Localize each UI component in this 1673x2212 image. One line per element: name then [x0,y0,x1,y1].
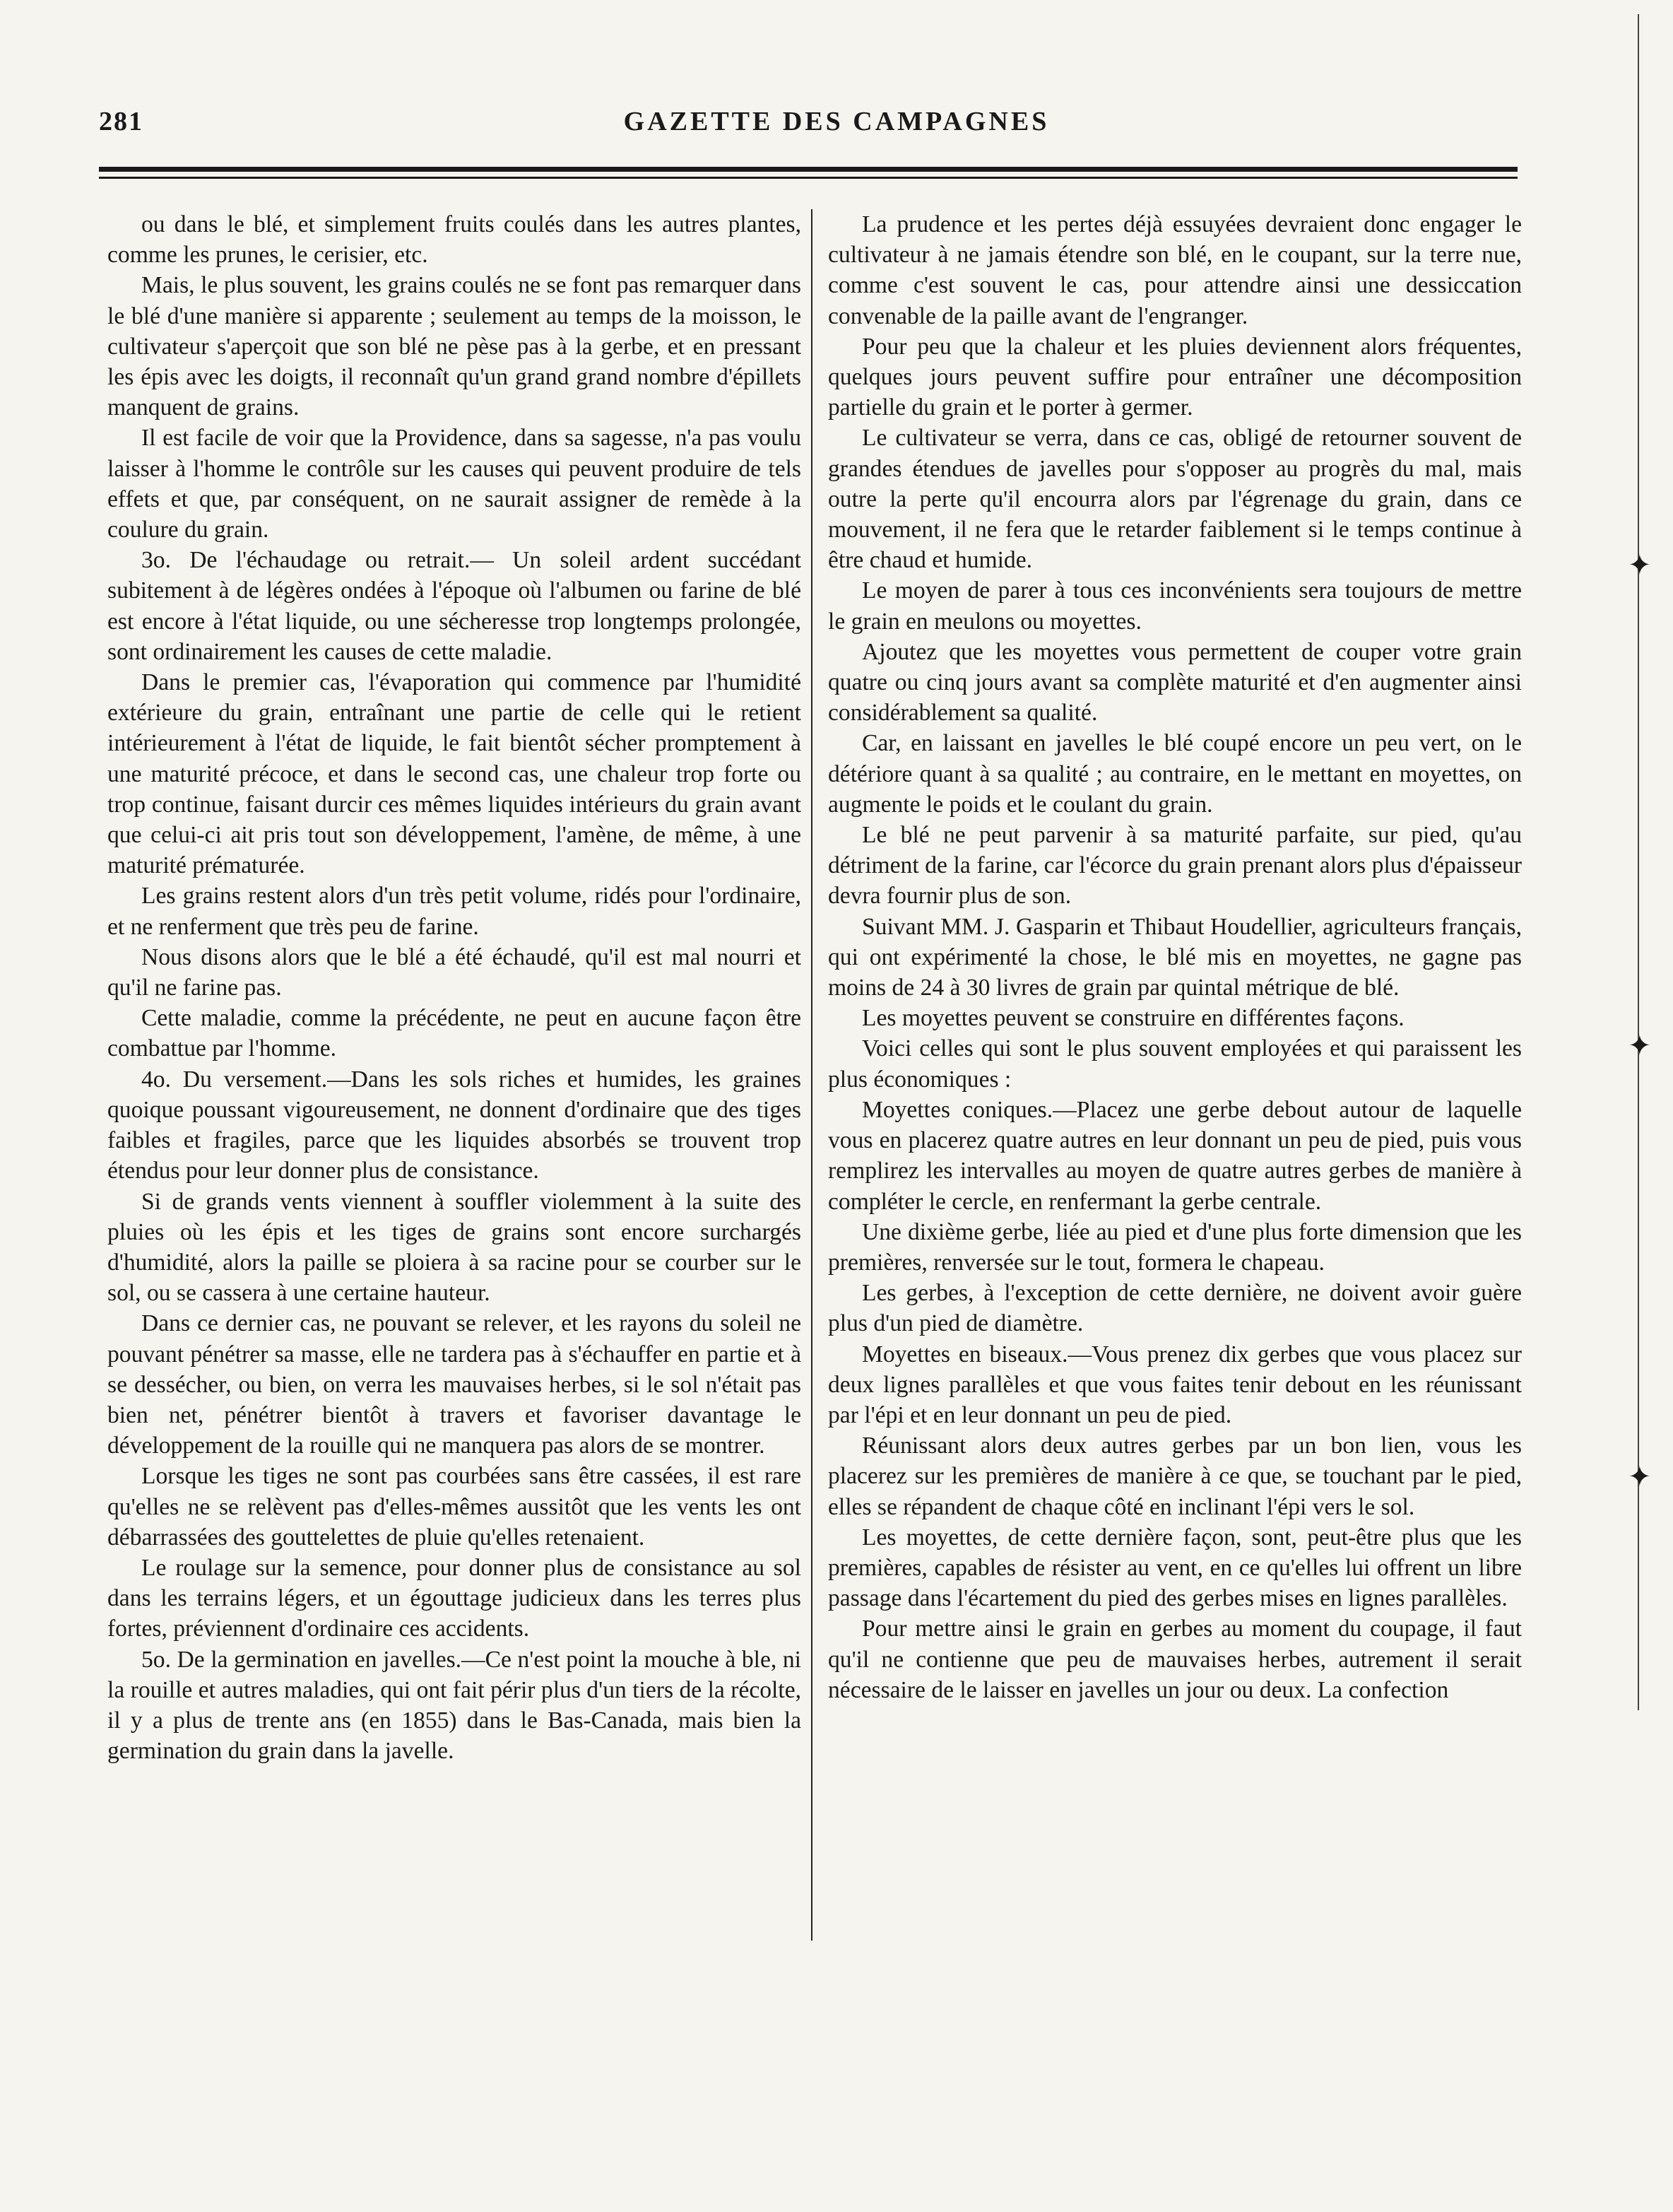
paragraph: Lorsque les tiges ne sont pas courbées sans être cassées, il est rare qu'elles ne se relèvent pas d'elles-mêmes aussitôt que les vents les ont débarrassées des gouttelettes de pluie qu'elles retenaient. [107,1463,801,1551]
right-column [828,209,1522,1705]
paragraph: Les moyettes peuvent se construire en différentes façons. [862,1005,1405,1032]
paragraph: Cette maladie, comme la précédente, ne peut en aucune façon être combattue par l'homme. [107,1005,801,1062]
running-title: GAZETTE DES CAMPAGNES [623,107,1050,136]
header-rule-thick [99,167,1518,172]
paragraph: Les gerbes, à l'exception de cette dernière, ne doivent avoir guère plus d'un pied de diamètre. [828,1280,1522,1337]
paragraph: Dans ce dernier cas, ne pouvant se relever, et les rayons du soleil ne pouvant pénétrer sa masse, elle ne tardera pas à s'échauffer en partie et à se dessécher, ou bien, on verra les mauvaises herbes, si le sol n'était pas bien net, pénétrer bientôt à travers et favoriser davantage le développement de la rouille qui ne manquera pas alors de se montrer. [107,1310,801,1459]
paragraph: Si de grands vents viennent à souffler violemment à la suite des pluies où les épis et les tiges de grains sont encore surchargés d'humidité, alors la paille se ploiera à sa racine pour se courber sur le sol, ou se cassera à une certaine hauteur. [107,1188,801,1307]
paragraph: Il est facile de voir que la Providence, dans sa sagesse, n'a pas voulu laisser à l'homme le contrôle sur les causes qui peuvent produire de tels effets et que, par conséquent, on ne saurait assigner de remède à la coulure du grain. [107,425,801,543]
paragraph: 3o. De l'échaudage ou retrait.— Un soleil ardent succédant subitement à de légères ondées à l'époque où l'albumen ou farine de blé est encore à l'état liquide, ou une sécheresse trop longtemps prolongée, sont ordinairement les causes de cette maladie. [107,547,801,665]
paragraph: 5o. De la germination en javelles.—Ce n'est point la mouche à ble, ni la rouille et autres maladies, qui ont fait périr plus d'un tiers de la récolte, il y a plus de trente ans (en 1855) dans le Bas-Canada, mais bien la germination du grain dans la javelle. [107,1646,801,1765]
page-number: 281 [99,107,143,136]
header-rule-thin [99,177,1518,179]
paragraph: Moyettes coniques.—Placez une gerbe debout autour de laquelle vous en placerez quatre autres en leur donnant un peu de pied, puis vous remplirez les intervalles au moyen de quatre autres gerbes de manière à compléter le cercle, en renfermant la gerbe centrale. [828,1096,1522,1215]
paragraph: Pour mettre ainsi le grain en gerbes au moment du coupage, il faut qu'il ne contienne que peu de mauvaises herbes, autrement il serait nécessaire de le laisser en javelles un jour ou deux. La confection [828,1616,1522,1703]
paragraph: Car, en laissant en javelles le blé coupé encore un peu vert, on le détériore quant à sa qualité ; au contraire, en le mettant en moyettes, on augmente le poids et le coulant du grain. [828,730,1522,818]
paragraph: Ajoutez que les moyettes vous permettent de couper votre grain quatre ou cinq jours avant sa complète maturité et d'en augmenter ainsi considérablement sa qualité. [828,638,1522,726]
paragraph: Dans le premier cas, l'évaporation qui commence par l'humidité extérieure du grain, entraînant une partie de celle qui le retient intérieurement à l'état de liquide, le fait bientôt sécher promptement à une maturité précoce, et dans le second cas, une chaleur trop forte ou trop continue, faisant durcir ces mêmes liquides intérieurs du grain avant que celui-ci ait pris tout son développement, l'amène, de même, à une maturité prématurée. [107,669,801,879]
paragraph: Suivant MM. J. Gasparin et Thibaut Houdellier, agriculteurs français, qui ont expérimenté la chose, le blé mis en moyettes, ne gagne pas moins de 24 à 30 livres de grain par quintal métrique de blé. [828,913,1522,1001]
paragraph: Le cultivateur se verra, dans ce cas, obligé de retourner souvent de grandes étendues de javelles pour s'opposer au progrès du mal, mais outre la perte qu'il encourra alors par l'égrenage du grain, dans ce mouvement, il ne fera que le retarder faiblement si le temps continue à être chaud et humide. [828,425,1522,574]
left-column [107,209,801,1766]
paragraph: Le blé ne peut parvenir à sa maturité parfaite, sur pied, qu'au détriment de la farine, car l'écorce du grain prenant alors plus d'épaisseur devra fournir plus de son. [828,822,1522,910]
paragraph: Le moyen de parer à tous ces inconvénients sera toujours de mettre le grain en meulons ou moyettes. [828,577,1522,635]
margin-mark-icon: ✦ [1628,549,1652,581]
paragraph: Réunissant alors deux autres gerbes par un bon lien, vous les placerez sur les premières de manière à ce que, se touchant par le pied, elles se répandent de chaque côté en inclinant l'épi vers le sol. [828,1432,1522,1520]
paragraph: Pour peu que la chaleur et les pluies deviennent alors fréquentes, quelques jours peuvent suffire pour entraîner une décomposition partielle du grain et le porter à germer. [828,333,1522,421]
paragraph: Une dixième gerbe, liée au pied et d'une plus forte dimension que les premières, renversée sur le tout, formera le chapeau. [828,1218,1522,1276]
column-divider [811,209,812,1941]
paragraph: Moyettes en biseaux.—Vous prenez dix gerbes que vous placez sur deux lignes parallèles et que vous faites tenir debout en les réunissant par l'épi et en leur donnant un peu de pied. [828,1341,1522,1428]
paragraph: Mais, le plus souvent, les grains coulés ne se font pas remarquer dans le blé d'une manière si apparente ; seulement au temps de la moisson, le cultivateur s'aperçoit que son blé ne pèse pas à la gerbe, et en pressant les épis avec les doigts, il reconnaît qu'un grand grand nombre d'épillets manquent de grains. [107,272,801,421]
paragraph: ou dans le blé, et simplement fruits coulés dans les autres plantes, comme les prunes, le cerisier, etc. [107,211,801,269]
paragraph: 4o. Du versement.—Dans les sols riches et humides, les graines quoique poussant vigoureusement, ne donnent d'ordinaire que des tiges faibles et fragiles, parce que les liquides absorbés se trouvent trop étendus pour leur donner plus de consistance. [107,1066,801,1184]
paragraph: La prudence et les pertes déjà essuyées devraient donc engager le cultivateur à ne jamais étendre son blé, en le coupant, sur la terre nue, comme c'est souvent le cas, pour attendre ainsi une dessiccation convenable de la paille avant de l'engranger. [828,211,1522,329]
paragraph: Nous disons alors que le blé a été échaudé, qu'il est mal nourri et qu'il ne farine pas. [107,943,801,1001]
margin-rule [1638,14,1639,1710]
paragraph: Voici celles qui sont le plus souvent employées et qui paraissent les plus économiques : [828,1035,1522,1093]
paragraph: Les moyettes, de cette dernière façon, sont, peut-être plus que les premières, capables de résister au vent, en ce qu'elles lui offrent un libre passage dans l'écartement du pied des gerbes mises en lignes parallèles. [828,1524,1522,1612]
paragraph: Le roulage sur la semence, pour donner plus de consistance au sol dans les terrains légers, et un égouttage judicieux dans les terres plus fortes, préviennent d'ordinaire ces accidents. [107,1554,801,1642]
paragraph: Les grains restent alors d'un très petit volume, ridés pour l'ordinaire, et ne renferment que très peu de farine. [107,883,801,940]
margin-mark-icon: ✦ [1628,1461,1652,1493]
margin-mark-icon: ✦ [1628,1030,1652,1061]
